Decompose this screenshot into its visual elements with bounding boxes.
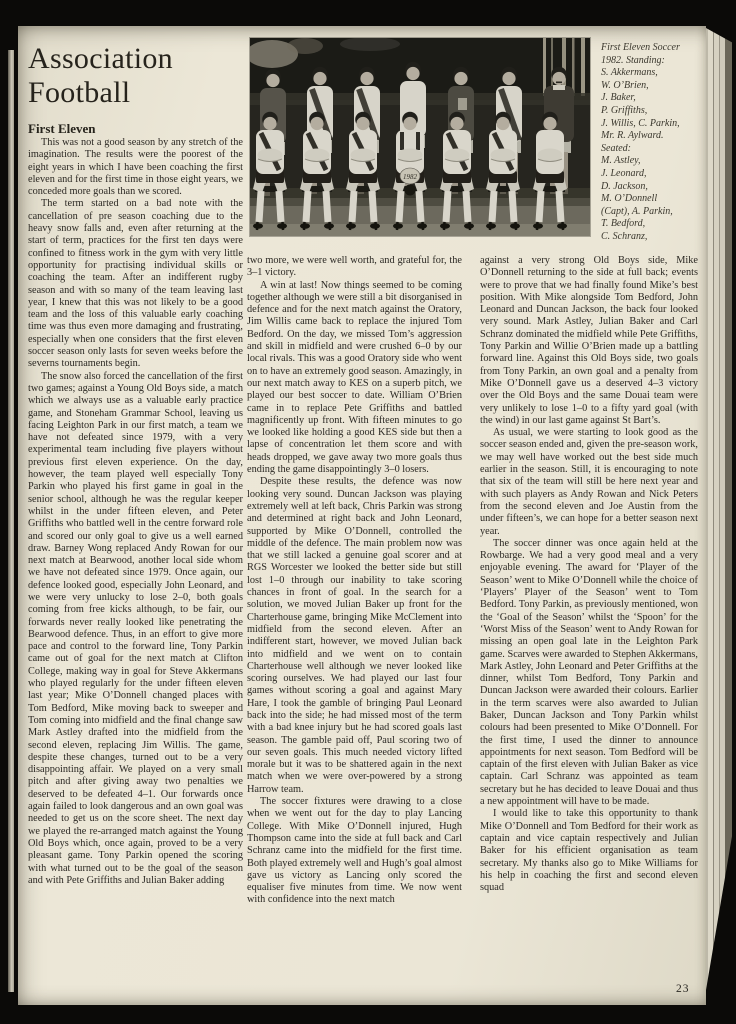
photo-caption-line: J. Leonard, (601, 167, 647, 179)
paragraph: Despite these results, the defence was now looking very sound. Duncan Jackson was playing extremely well at left back, Chris Parkin was strong and determined at right back and John Leonard, supported by Mike O’Donnell, controlled the middle of the defence. The main problem now was that we still lacked a genuine goal scorer and at RGS Worcester we looked the better side but still lost 1–0 through our inability to take scoring chances in front of goal. In the search for a solution, we moved Julian Baker up front for the Charterhouse game, bringing Mike McClement into midfield from the second eleven. After an indifferent start, however, we moved Julian back into midfield and we went on to contain Charterhouse well although we never looked like scoring ourselves. We had played our last four games without scoring a goal and against Mary Hare, I took the gamble of bringing Paul Leonard back into the side; he had missed most of the term with a bad knee injury but he had scored goals last season. The gamble paid off, Paul scoring two of our seven goals. This much needed victory lifted morale but it was to be shattered again in the next match when we were over-powered by a strong Harrow team. (247, 476, 462, 795)
ball-year-text: 1982 (403, 173, 417, 181)
photo-caption-line: Mr. R. Aylward. (601, 130, 664, 142)
paragraph: As usual, we were starting to look good as the soccer season ended and, given the pre-season work, we may well have worked out the best side much earlier in the season. Still, it is encouraging to note that six of the team will still be here next year and with such players as Andy Rowan and Nick Peters from the second eleven and Joe Austin from the under fifteen’s, we can hope for a better season next year. (480, 427, 698, 537)
paragraph: The soccer dinner was once again held at the Rowbarge. We had a very good meal and a very enjoyable evening. The award for ‘Player of the Season’ went to Mike O’Donnell while the choice of ‘Players’ Player of the Season’ went to Tom Bedford. Tony Parkin, as previously mentioned, won the ‘Goal of the Season’ whilst the ‘Spoon’ for the ‘Worst Miss of the Season’ went to Andy Rowan for missing an open goal late in the Leighton Park game. Scarves were awarded to Stephen Akkermans, Mark Astley, John Leonard and Peter Griffiths at the dinner, whilst Tom Bedford, Tony Parkin and Duncan Jackson were awarded their colours. Earlier in the term scarves were also awarded to Julian Baker, Duncan Jackson and Tony Parkin whilst colours had been presented to Mike O’Donnell. For the first time, I used the dinner to announce appointments for next season. Tom Bedford will be captain of the first eleven with Julian Baker as vice captain. Carl Schranz was appointed as team secretary but he has decided to leave Douai and thus a new appointment will have to be made. (480, 537, 698, 808)
paragraph: This was not a good season by any stretch of the imagination. The results were the poorest of the eight years in which I have been coaching the first eleven and for the first time in those eight years, we conceded more goals than we scored. (28, 137, 243, 198)
photo-caption-line: First Eleven Soccer (601, 42, 680, 53)
text-column-1 (28, 137, 243, 887)
photo-caption-line: S. Akkermans, (601, 67, 658, 79)
photo-caption-line: M. Astley, (601, 155, 641, 167)
paragraph: The snow also forced the cancellation of the first two games; against a Young Old Boys side, a match which we always use as a valuable early practice game, and Stoneham Grammar School, leaving us facing Leighton Park in our first match, a team we have not defeated since 1979, with a very experimental team including five players without previous first eleven experience. On the day, however, the team played well especially Tony Parkin who played his first game in goal in the senior school, although he was the regular keeper whilst in the under fifteen eleven, and Peter Griffiths who battled well in the centre forward role and scored our only goal to give us a well earned draw. Barney Wong replaced Andy Rowan for our next match at Bearwood, another local side whom we have not defeated since 1979. Once again, our defence looked good, especially John Leonard, and we were very unlucky to lose 2–0, both goals coming from free kicks although, to be fair, our forwards never really looked like penetrating the Bearwood defence. Thus, in an effort to give more pace and control to the forward line, Tony Parkin came out of goal for the next match at Clifton College, making way in goal for Steve Akkermans who played regularly for the under fifteen eleven last year; Mike O’Donnell changed places with Tom Bedford, Mike moving back to sweeper and Tom coming into midfield and the final change saw Mark Astley drafted into the midfield from the second eleven, replacing Jim Willis. The game, despite these changes, turned out to be a very disappointing affair. We played on a very small pitch and after giving away two penalties we deserved to be defeated 4–1. Our forwards once again failed to look dangerous and an own goal was needed to get us on the score sheet. The next day we played the re-arranged match against the Young Old Boys which, once again, proved to be a very pleasant game. Tony Parkin opened the scoring with what turned out to be the goal of the season and with Pete Griffiths and Julian Baker adding (28, 370, 243, 886)
photo-caption-line: P. Griffiths, (601, 104, 648, 116)
photo-caption-line: T. Bedford, (601, 218, 646, 230)
photo-caption-line: W. O’Brien, (601, 79, 649, 91)
photo-caption-line: J. Baker, (601, 92, 636, 104)
article-title (28, 42, 173, 110)
team-photo (250, 38, 590, 236)
photo-caption-line: D. Jackson, (601, 180, 648, 192)
article-title-line-1: Association (28, 42, 173, 75)
text-column-3 (480, 255, 698, 894)
photo-caption-line: M. O’Donnell (601, 193, 658, 205)
page (18, 26, 706, 1005)
paragraph: A win at last! Now things seemed to be coming together although we were still a bit disorganised in defence and for the next match against the Oratory, Jim Willis came back to replace the injured Tom Bedford. On the day, we missed Tom’s aggression and skill in midfield and were crushed 6–0 by our local rivals. This was a good Oratory side who went on to have an extremely good season. Amazingly, in our next match away to KES on a superb pitch, we played our best soccer to date. William O’Brien came in to replace Pete Griffiths and battled magnificently up front. With fifteen minutes to go we looked like holding a good KES side but then a lapse of concentration let them score and with heads dropped, we gave away two more goals thus ending the game disappointingly 3–0 losers. (247, 279, 462, 476)
photo-caption-line: (Capt), A. Parkin, (601, 205, 673, 217)
text-column-2 (247, 255, 462, 907)
photo-caption-line: J. Willis, C. Parkin, (601, 117, 680, 129)
photo-caption-line: C. Schranz, (601, 230, 648, 242)
book-page-edge-left (8, 50, 14, 992)
paragraph: two more, we were well worth, and grateful for, the 3–1 victory. (247, 255, 462, 279)
photo-caption (601, 42, 703, 244)
paragraph: The term started on a bad note with the cancellation of pre season coaching due to the heavy snow falls and, even after returning at the start of term, practices for the first ten days were confined to fitness work in the gym with very little opportunity for practising individual skills or coaching the team. After an indifferent rugby season and with so many of the team leaving last year, I knew that this was not likely to be a good team and the loss of this valuable early coaching time was thus even more damaging and frustrating, especially when one considers that the first eleven soccer season only lasts for seven weeks before the severns tournaments begin. (28, 198, 243, 370)
book-fore-edge-pages (706, 28, 732, 990)
photo-caption-line: Seated: (601, 142, 631, 154)
article-title-line-2: Football (28, 76, 131, 109)
paragraph: I would like to take this opportunity to thank Mike O’Donnell and Tom Bedford for their work as captain and vice captain respectively and Julian Baker for his efficient organisation as team secretary. My thanks also go to Mike Williams for his help in coaching the first and second eleven squad (480, 808, 698, 894)
photo-caption-line: 1982. Standing: (601, 54, 665, 66)
section-heading: First Eleven (28, 121, 96, 136)
page-number: 23 (676, 983, 690, 995)
paragraph: against a very strong Old Boys side, Mike O’Donnell returning to the side at full back; events were to prove that we had finally found Mike’s best position. With Mike alongside Tom Bedford, John Leonard and Duncan Jackson, the back four looked very sound. Mark Astley, Julian Baker and Carl Schranz dominated the midfield while Pete Griffiths, Tony Parkin and Willie O’Brien made up a battling forward line. Against this Old Boys side, two goals from Tony Parkin, an own goal and a penalty from Mike O’Donnell gave us a deserved 4–3 victory over the Old Boys and the same Douai team were very unlikely to lose 1–0 to a fifty yard goal (with the wind) in our last game against St Bart’s. (480, 255, 698, 426)
paragraph: The soccer fixtures were drawing to a close when we went out for the day to play Lancing College. With Mike O’Donnell injured, Hugh Thompson came into the side at full back and Carl Schranz came into the midfield for the first time. Both played extremely well and Hugh’s goal almost gave us victory as Lancing only scored the equaliser five minutes from time. We now went with confidence into the next match (247, 796, 462, 906)
